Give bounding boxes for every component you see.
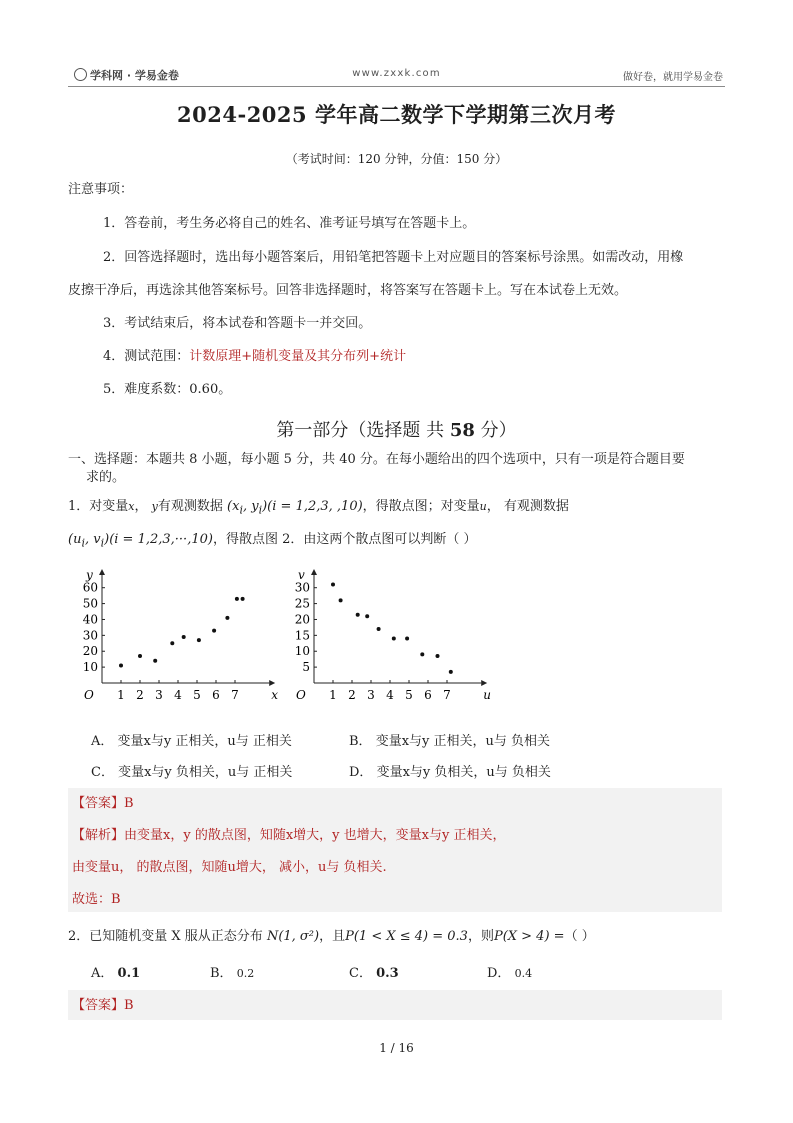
site-url: www.zxxk.com bbox=[352, 68, 441, 79]
x-tick-label: 2 bbox=[136, 688, 144, 702]
q1-stem-line-1: 1．对变量x， y有观测数据 ($x_i$, $y_i)(i = 1,2,3$, ,10)，得散点图；对变量u， 有观测数据 bbox=[68, 499, 569, 517]
x-tick-label: 3 bbox=[367, 688, 375, 702]
x-axis-arrow bbox=[269, 680, 275, 686]
data-point bbox=[119, 664, 123, 668]
section-title: 第一部分（选择题 共 58 分） bbox=[276, 420, 517, 441]
q1-option-d[interactable]: D． 变量x与y 负相关，u与 负相关 bbox=[349, 765, 551, 780]
y-tick-label: 20 bbox=[294, 612, 310, 627]
note-4: 4．测试范围：计数原理+随机变量及其分布列+统计 bbox=[103, 349, 407, 364]
x-axis-label: x bbox=[271, 688, 278, 702]
x-tick-label: 1 bbox=[329, 688, 337, 702]
y-axis-label: y bbox=[86, 568, 93, 582]
data-point bbox=[436, 654, 440, 658]
data-point bbox=[153, 659, 157, 663]
data-point bbox=[449, 670, 453, 674]
y-axis-label: v bbox=[298, 568, 305, 582]
page-title: 2024-2025 学年高二数学下学期第三次月考 bbox=[177, 102, 616, 127]
q1-answer: 【答案】B bbox=[72, 796, 134, 811]
x-tick-label: 6 bbox=[212, 688, 220, 702]
data-point bbox=[225, 616, 229, 620]
note-5: 5．难度系数：0.60。 bbox=[103, 382, 232, 397]
data-point bbox=[405, 637, 409, 641]
note-1: 1．答卷前，考生务必将自己的姓名、准考证号填写在答题卡上。 bbox=[103, 216, 476, 231]
exam-info: （考试时间：120 分钟，分值：150 分） bbox=[285, 152, 508, 166]
data-point bbox=[197, 638, 201, 642]
q2-option-d[interactable]: D． 0.4 bbox=[487, 966, 533, 981]
data-point bbox=[331, 583, 335, 587]
page-number: 1 / 16 bbox=[379, 1041, 414, 1055]
q2-option-b[interactable]: B． 0.2 bbox=[210, 966, 255, 981]
y-tick-label: 60 bbox=[82, 580, 98, 595]
y-tick-label: 10 bbox=[82, 660, 98, 675]
y-tick-label: 30 bbox=[82, 628, 98, 643]
x-tick-label: 1 bbox=[117, 688, 125, 702]
header-slogan: 做好卷，就用学易金卷 bbox=[623, 72, 723, 83]
data-point bbox=[241, 597, 245, 601]
data-point bbox=[212, 629, 216, 633]
section-intro-line-1: 一、选择题：本题共 8 小题，每小题 5 分，共 40 分。在每小题给出的四个选项中，只有一项是符合题目要 bbox=[68, 452, 685, 467]
x-tick-label: 7 bbox=[231, 688, 239, 702]
y-tick-label: 5 bbox=[302, 660, 310, 675]
q2-stem: 2．已知随机变量 X 服从正态分布 N(1, σ²)，且P(1 < X ≤ 4) = 0.3，则P(X > 4) =（ ） bbox=[68, 929, 595, 944]
data-point bbox=[182, 635, 186, 639]
q2-answer-box bbox=[68, 990, 722, 1020]
x-tick-label: 3 bbox=[155, 688, 163, 702]
q1-option-c[interactable]: C． 变量x与y 负相关，u与 正相关 bbox=[91, 765, 293, 780]
note-3: 3．考试结束后，将本试卷和答题卡一并交回。 bbox=[103, 316, 372, 331]
notes-heading: 注意事项： bbox=[68, 182, 134, 197]
q1-option-b[interactable]: B． 变量x与y 正相关，u与 负相关 bbox=[349, 734, 551, 749]
y-tick-label: 30 bbox=[294, 580, 310, 595]
x-tick-label: 2 bbox=[348, 688, 356, 702]
q1-stem-line-2: ($u_i$, $v_i)(i = 1,2,3,\cdot\cdot\cdot,10)$，得散点图 2．由这两个散点图可以判断（ ） bbox=[68, 532, 477, 550]
data-point bbox=[365, 614, 369, 618]
scatter-plot-2 bbox=[282, 565, 491, 715]
q2-answer: 【答案】B bbox=[72, 998, 134, 1013]
data-point bbox=[339, 598, 343, 602]
data-point bbox=[138, 654, 142, 658]
origin-label: O bbox=[84, 688, 94, 702]
x-tick-label: 6 bbox=[424, 688, 432, 702]
section-intro-line-2: 求的。 bbox=[86, 470, 126, 485]
scatter-plot-1 bbox=[70, 565, 278, 715]
data-point bbox=[420, 652, 424, 656]
data-point bbox=[235, 597, 239, 601]
logo: 学科网 · 学易金卷 bbox=[74, 67, 179, 83]
x-tick-label: 5 bbox=[405, 688, 413, 702]
x-axis-arrow bbox=[481, 680, 487, 686]
y-tick-label: 40 bbox=[82, 612, 98, 627]
data-point bbox=[392, 637, 396, 641]
q1-choose: 故选：B bbox=[72, 892, 121, 907]
data-point bbox=[377, 627, 381, 631]
y-tick-label: 20 bbox=[82, 644, 98, 659]
y-tick-label: 25 bbox=[294, 596, 310, 611]
data-point bbox=[170, 641, 174, 645]
y-tick-label: 50 bbox=[82, 596, 98, 611]
q1-option-a[interactable]: A． 变量x与y 正相关，u与 正相关 bbox=[91, 734, 292, 749]
q1-analysis-line-2: 由变量u， 的散点图，知随u增大， 减小，u与 负相关. bbox=[72, 860, 387, 875]
q2-option-c[interactable]: C． 0.3 bbox=[349, 966, 399, 981]
y-tick-label: 10 bbox=[294, 644, 310, 659]
y-axis-arrow bbox=[99, 569, 105, 575]
x-tick-label: 7 bbox=[443, 688, 451, 702]
origin-label: O bbox=[296, 688, 306, 702]
x-tick-label: 5 bbox=[193, 688, 201, 702]
note-2-line-1: 2．回答选择题时，选出每小题答案后，用铅笔把答题卡上对应题目的答案标号涂黑。如需改动，用橡 bbox=[103, 250, 684, 265]
q1-answer-box bbox=[68, 788, 722, 912]
data-point bbox=[356, 613, 360, 617]
q2-option-a[interactable]: A． 0.1 bbox=[91, 966, 141, 981]
note-2-line-2: 皮擦干净后，再选涂其他答案标号。回答非选择题时，将答案写在答题卡上。写在本试卷上无效。 bbox=[68, 283, 628, 298]
q1-analysis-line-1: 【解析】由变量x，y 的散点图，知随x增大，y 也增大，变量x与y 正相关， bbox=[72, 828, 506, 843]
y-axis-arrow bbox=[311, 569, 317, 575]
page-header bbox=[68, 64, 725, 87]
x-tick-label: 4 bbox=[386, 688, 394, 702]
x-tick-label: 4 bbox=[174, 688, 182, 702]
test-scope: 计数原理+随机变量及其分布列+统计 bbox=[189, 349, 407, 364]
x-axis-label: u bbox=[483, 688, 491, 702]
y-tick-label: 15 bbox=[294, 628, 310, 643]
